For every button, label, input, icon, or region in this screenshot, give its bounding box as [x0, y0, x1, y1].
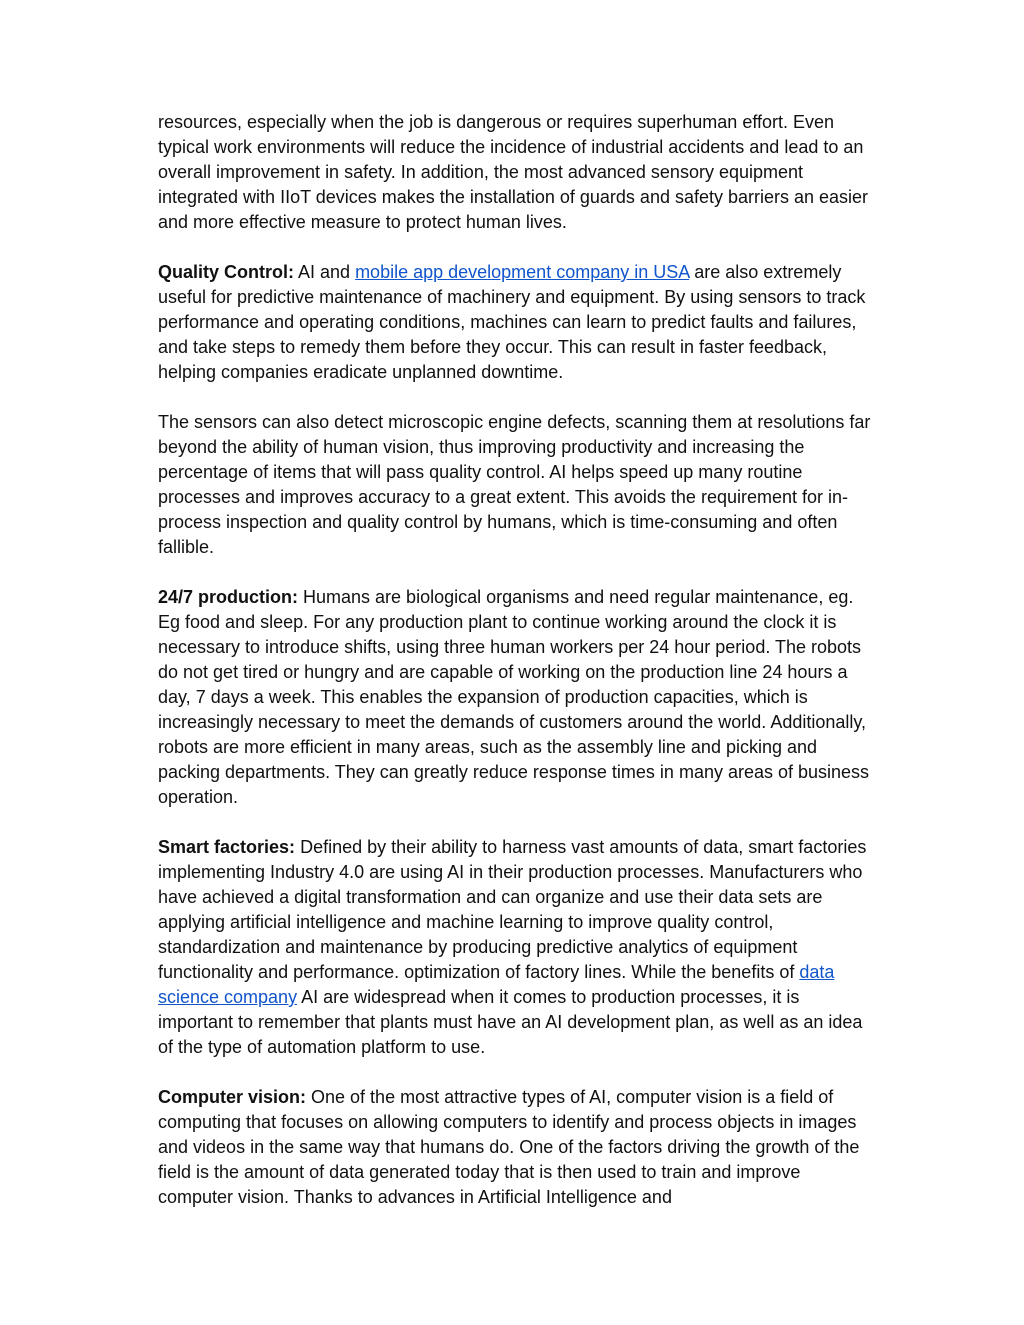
mobile-app-development-link[interactable]: mobile app development company in USA	[355, 262, 690, 282]
paragraph-text: The sensors can also detect microscopic engine defects, scanning them at resolutions far beyond the ability of human vision, thus improving productivity and increasing the percentage of items that will pass quality control. AI helps speed up many routine processes and improves accuracy to a great extent. This avoids the requirement for in-process inspection and quality control by humans, which is time-consuming and often fallible.	[158, 412, 871, 557]
quality-control-heading: Quality Control:	[158, 262, 294, 282]
paragraph-text: AI are widespread when it comes to production processes, it is important to remember that plants must have an AI development plan, as well as an idea of the type of automation platform to use.	[158, 987, 863, 1057]
paragraph-safety	[158, 110, 878, 235]
paragraph-text: AI and	[294, 262, 356, 282]
paragraph-text: Defined by their ability to harness vast amounts of data, smart factories implementing Industry 4.0 are using AI in their production processes. Manufacturers who have achieved a digital transformation and can organize and use their data sets are applying artificial intelligence and machine learning to improve quality control, standardization and maintenance by producing predictive analytics of equipment functionality and performance. optimization of factory lines. While the benefits of	[158, 837, 867, 982]
data-science-company-link[interactable]: data science company	[158, 962, 835, 1007]
paragraph-24-7-production	[158, 585, 878, 810]
paragraph-smart-factories	[158, 835, 878, 1060]
paragraph-computer-vision	[158, 1085, 878, 1210]
smart-factories-heading: Smart factories:	[158, 837, 296, 857]
paragraph-text: resources, especially when the job is dangerous or requires superhuman effort. Even typical work environments will reduce the incidence of industrial accidents and lead to an overall improvement in safety. In addition, the most advanced sensory equipment integrated with IIoT devices makes the installation of guards and safety barriers an easier and more effective measure to protect human lives.	[158, 112, 869, 232]
paragraph-sensors	[158, 410, 878, 560]
computer-vision-heading: Computer vision:	[158, 1087, 307, 1107]
paragraph-text: One of the most attractive types of AI, computer vision is a field of computing that focuses on allowing computers to identify and process objects in images and videos in the same way that humans do. One of the factors driving the growth of the field is the amount of data generated today that is then used to train and improve computer vision. Thanks to advances in Artificial Intelligence and	[158, 1087, 860, 1207]
document-page	[158, 110, 878, 1235]
paragraph-text: Humans are biological organisms and need regular maintenance, eg. Eg food and sleep. For any production plant to continue working around the clock it is necessary to introduce shifts, using three human workers per 24 hour period. The robots do not get tired or hungry and are capable of working on the production line 24 hours a day, 7 days a week. This enables the expansion of production capacities, which is increasingly necessary to meet the demands of customers around the world. Additionally, robots are more efficient in many areas, such as the assembly line and picking and packing departments. They can greatly reduce response times in many areas of business operation.	[158, 587, 870, 807]
paragraph-text: are also extremely useful for predictive maintenance of machinery and equipment. By using sensors to track performance and operating conditions, machines can learn to predict faults and failures, and take steps to remedy them before they occur. This can result in faster feedback, helping companies eradicate unplanned downtime.	[158, 262, 866, 382]
paragraph-quality-control	[158, 260, 878, 385]
production-heading: 24/7 production:	[158, 587, 299, 607]
